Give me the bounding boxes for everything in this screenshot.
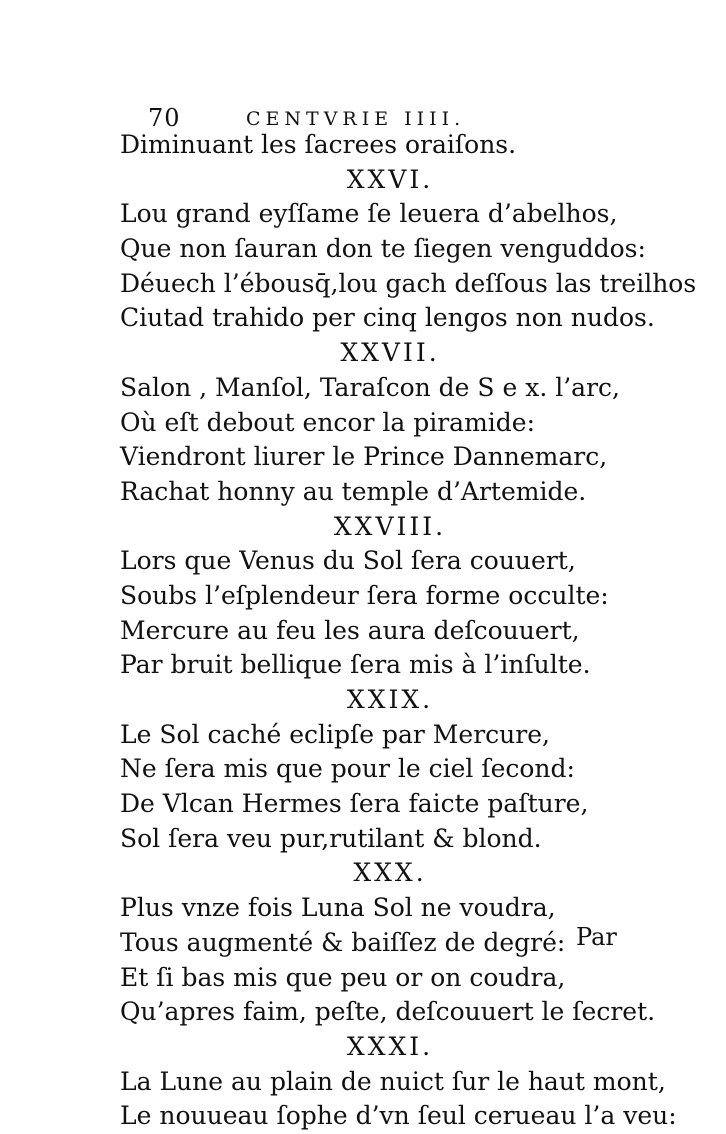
verse-line: Que non ſauran don te ſiegen venguddos:	[120, 234, 646, 264]
verse-line: Lors que Venus du Sol ſera couuert,	[120, 546, 576, 576]
verse-line: Lou grand eyſſame ſe leuera d’abelhos,	[120, 199, 618, 229]
verse-line: Sol ſera veu pur,rutilant & blond.	[120, 823, 542, 853]
page-number: 70	[148, 104, 181, 132]
verse-line: Où eſt debout encor la piramide:	[120, 407, 536, 437]
running-title: CENTVRIE IIII.	[246, 108, 466, 130]
verse-line: Diminuant les ſacrees oraiſons.	[120, 130, 517, 159]
verse-line: La Lune au plain de nuict ſur le haut mont,	[120, 1066, 666, 1096]
quatrain-number: XXXI.	[346, 1031, 434, 1061]
verse-line: Mercure au feu les aura deſcouuert,	[120, 615, 580, 645]
verse-line: Et ſi bas mis que peu or on coudra,	[120, 962, 566, 992]
verse-line: Ne ſera mis que pour le ciel ſecond:	[120, 754, 575, 784]
quatrain-number: XXVIII.	[333, 511, 447, 541]
verse-line: Par bruit bellique ſera mis à l’inſulte.	[120, 650, 591, 680]
verse-line: Déuech l’ébousq̄,lou gach deſſous las treilhos	[120, 268, 697, 298]
verse-line: Tous augmenté & baiſſez de degré:	[120, 927, 566, 957]
verse-line: Viendront liurer le Prince Dannemarc,	[120, 442, 608, 472]
verse-line: Le nouueau ſophe d’vn ſeul cerueau l’a veu:	[120, 1101, 677, 1131]
quatrain-number: XXVI.	[346, 164, 434, 194]
verse-line: Ciutad trahido per cinq lengos non nudos.	[120, 303, 655, 333]
verse-line: Soubs l’eſplendeur ſera forme occulte:	[120, 580, 609, 610]
verse-line: Plus vnze fois Luna Sol ne voudra,	[120, 893, 556, 923]
verse-text-block	[120, 128, 697, 1134]
verse-line: Salon , Manſol, Taraſcon de S e x. l’arc,	[120, 372, 620, 402]
verse-line: De Vlcan Hermes ſera faicte paſture,	[120, 789, 589, 819]
catchword: Par	[576, 923, 617, 951]
verse-line: Le Sol caché eclipſe par Mercure,	[120, 719, 550, 749]
quatrain-number: XXIX.	[346, 685, 434, 714]
quatrain-number: XXVII.	[340, 338, 440, 368]
verse-line: Qu’apres faim, peſte, deſcouuert le ſecret.	[120, 997, 656, 1027]
verse-line: Rachat honny au temple d’Artemide.	[120, 476, 587, 506]
quatrain-number: XXX.	[353, 858, 427, 888]
